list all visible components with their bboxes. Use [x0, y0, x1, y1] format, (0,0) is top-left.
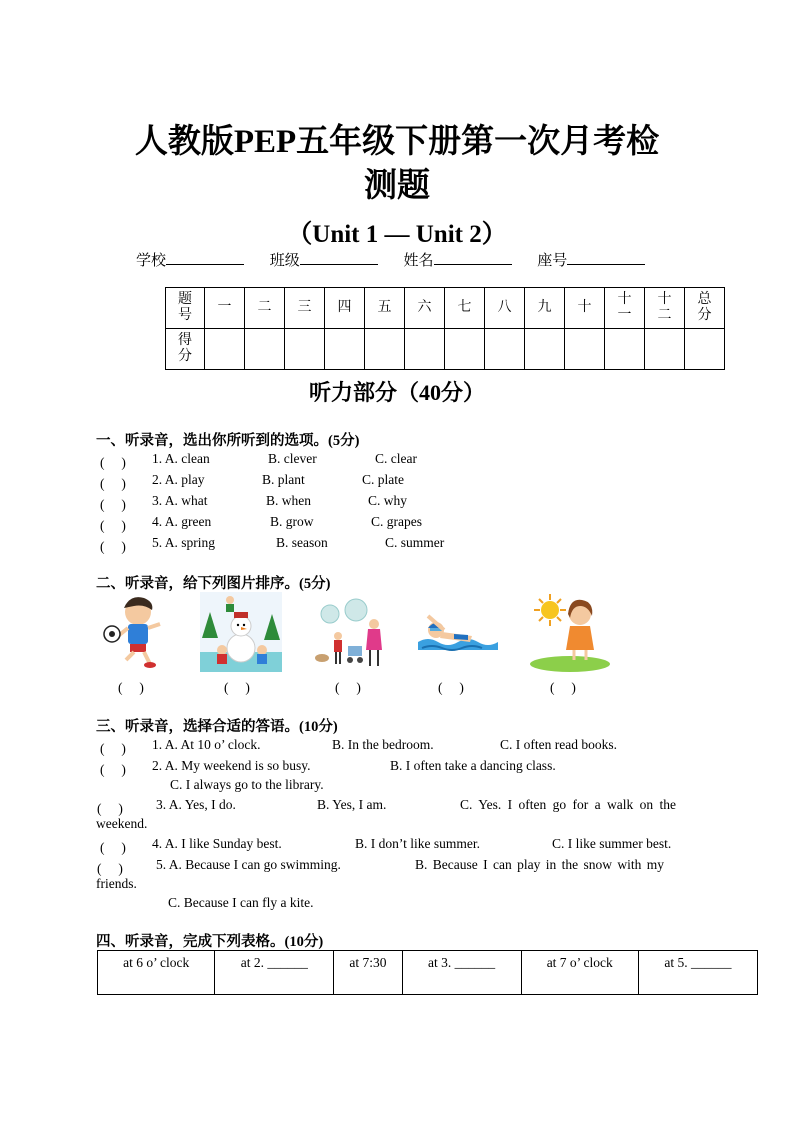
score-table	[165, 287, 725, 370]
girl-sunny-picture	[526, 592, 614, 674]
answer-blank[interactable]: ( )	[100, 476, 126, 491]
score-cell[interactable]	[445, 329, 485, 370]
picture-order-blank[interactable]: ( )	[335, 680, 361, 695]
q3-item-3-continuation: weekend.	[96, 816, 148, 831]
option-a: 3. A. what	[152, 493, 208, 508]
doc-subtitle: （Unit 1 — Unit 2）	[287, 221, 507, 248]
schedule-cell[interactable]: at 3. ______	[402, 951, 521, 995]
field-seat-blank[interactable]	[567, 250, 645, 265]
score-cell[interactable]	[485, 329, 525, 370]
score-header-cell: 四	[325, 288, 365, 329]
option-c: C. clear	[375, 451, 417, 466]
score-header-cell: 十	[565, 288, 605, 329]
field-school-blank[interactable]	[166, 250, 244, 265]
schedule-cell[interactable]: at 5. ______	[638, 951, 757, 995]
option-b: B. plant	[262, 472, 305, 487]
q3-title: 三、听录音，选择合适的答语。(10分)	[96, 719, 338, 735]
answer-blank[interactable]: ( )	[100, 762, 126, 777]
boy-playing-football-picture	[100, 594, 170, 670]
score-header-cell: 题 号	[166, 288, 205, 329]
picture-order-blank[interactable]: ( )	[118, 680, 144, 695]
picture-order-blank[interactable]: ( )	[550, 680, 576, 695]
option-b: B. grow	[270, 514, 314, 529]
field-school-label: 学校	[136, 253, 167, 269]
score-cell[interactable]	[325, 329, 365, 370]
q3-item-2-option-c: C. I always go to the library.	[170, 777, 324, 792]
score-cell[interactable]	[205, 329, 245, 370]
option-b: B. In the bedroom.	[332, 737, 434, 752]
snowman-winter-picture	[200, 592, 282, 672]
listening-section-title: 听力部分（40分）	[308, 380, 485, 405]
option-b: B. Yes, I am.	[317, 797, 387, 812]
score-header-cell: 二	[245, 288, 285, 329]
option-c: C. grapes	[371, 514, 422, 529]
picture-order-blank[interactable]: ( )	[438, 680, 464, 695]
score-row-label: 得 分	[166, 329, 205, 370]
swimming-picture	[418, 608, 498, 656]
score-cell[interactable]	[285, 329, 325, 370]
option-c: C. plate	[362, 472, 404, 487]
option-c: C. why	[368, 493, 408, 508]
schedule-table	[97, 950, 758, 995]
doc-title-line1: 人教版PEP五年级下册第一次月考检	[134, 124, 660, 160]
score-header-cell: 九	[525, 288, 565, 329]
score-header-cell: 五	[365, 288, 405, 329]
answer-blank[interactable]: ( )	[100, 840, 126, 855]
option-a: 4. A. I like Sunday best.	[152, 836, 282, 851]
score-header-cell: 六	[405, 288, 445, 329]
picture-order-blank[interactable]: ( )	[224, 680, 250, 695]
option-c: C. Yes. I often go for a walk on the	[460, 797, 676, 812]
schedule-cell: at 7 o’ clock	[521, 951, 638, 995]
schedule-cell: at 6 o’ clock	[98, 951, 215, 995]
option-a: 1. A. At 10 o’ clock.	[152, 737, 261, 752]
field-seat-label: 座号	[537, 253, 568, 269]
option-a: 5. A. Because I can go swimming.	[156, 857, 341, 872]
q3-item-5-option-c: C. Because I can fly a kite.	[168, 895, 314, 910]
q4-title: 四、听录音，完成下列表格。(10分)	[96, 934, 324, 950]
score-header-cell: 七	[445, 288, 485, 329]
score-header-cell: 一	[205, 288, 245, 329]
score-cell[interactable]	[685, 329, 725, 370]
answer-blank[interactable]: ( )	[100, 518, 126, 533]
schedule-cell[interactable]: at 2. ______	[215, 951, 334, 995]
score-cell[interactable]	[365, 329, 405, 370]
option-a: 1. A. clean	[152, 451, 210, 466]
doc-title-line2: 测题	[364, 168, 430, 204]
score-header-cell: 三	[285, 288, 325, 329]
schedule-cell: at 7:30	[334, 951, 402, 995]
answer-blank[interactable]: ( )	[100, 539, 126, 554]
q3-item-5-continuation: friends.	[96, 876, 137, 891]
student-info-row	[136, 249, 667, 270]
q2-title: 二、听录音，给下列图片排序。(5分)	[96, 576, 331, 592]
score-header-cell: 十 一	[605, 288, 645, 329]
field-name-label: 姓名	[403, 253, 434, 269]
score-cell[interactable]	[605, 329, 645, 370]
score-header-cell: 总 分	[685, 288, 725, 329]
field-name-blank[interactable]	[434, 250, 512, 265]
option-a: 3. A. Yes, I do.	[156, 797, 236, 812]
option-c: C. I often read books.	[500, 737, 617, 752]
option-b: B. when	[266, 493, 311, 508]
q1-title: 一、听录音，选出你所听到的选项。(5分)	[96, 433, 360, 449]
score-cell[interactable]	[565, 329, 605, 370]
option-b: B. I don’t like summer.	[355, 836, 480, 851]
family-walk-picture	[312, 598, 388, 670]
answer-blank[interactable]: ( )	[97, 801, 123, 816]
option-a: 2. A. My weekend is so busy.	[152, 758, 311, 773]
option-b: B. clever	[268, 451, 317, 466]
option-c: C. I like summer best.	[552, 836, 672, 851]
answer-blank[interactable]: ( )	[100, 455, 126, 470]
option-a: 4. A. green	[152, 514, 212, 529]
score-cell[interactable]	[645, 329, 685, 370]
option-a: 5. A. spring	[152, 535, 216, 550]
score-cell[interactable]	[525, 329, 565, 370]
option-b: B. Because I can play in the snow with my	[415, 857, 664, 872]
score-header-cell: 八	[485, 288, 525, 329]
schedule-row	[98, 951, 758, 995]
option-a: 2. A. play	[152, 472, 205, 487]
option-b: B. season	[276, 535, 328, 550]
score-table-score-row	[166, 329, 725, 370]
answer-blank[interactable]: ( )	[97, 861, 123, 876]
score-header-cell: 十 二	[645, 288, 685, 329]
answer-blank[interactable]: ( )	[100, 741, 126, 756]
score-table-header-row	[166, 288, 725, 329]
answer-blank[interactable]: ( )	[100, 497, 126, 512]
option-b: B. I often take a dancing class.	[390, 758, 556, 773]
score-cell[interactable]	[405, 329, 445, 370]
score-cell[interactable]	[245, 329, 285, 370]
field-class-blank[interactable]	[300, 250, 378, 265]
option-c: C. summer	[385, 535, 445, 550]
field-class-label: 班级	[269, 253, 300, 269]
